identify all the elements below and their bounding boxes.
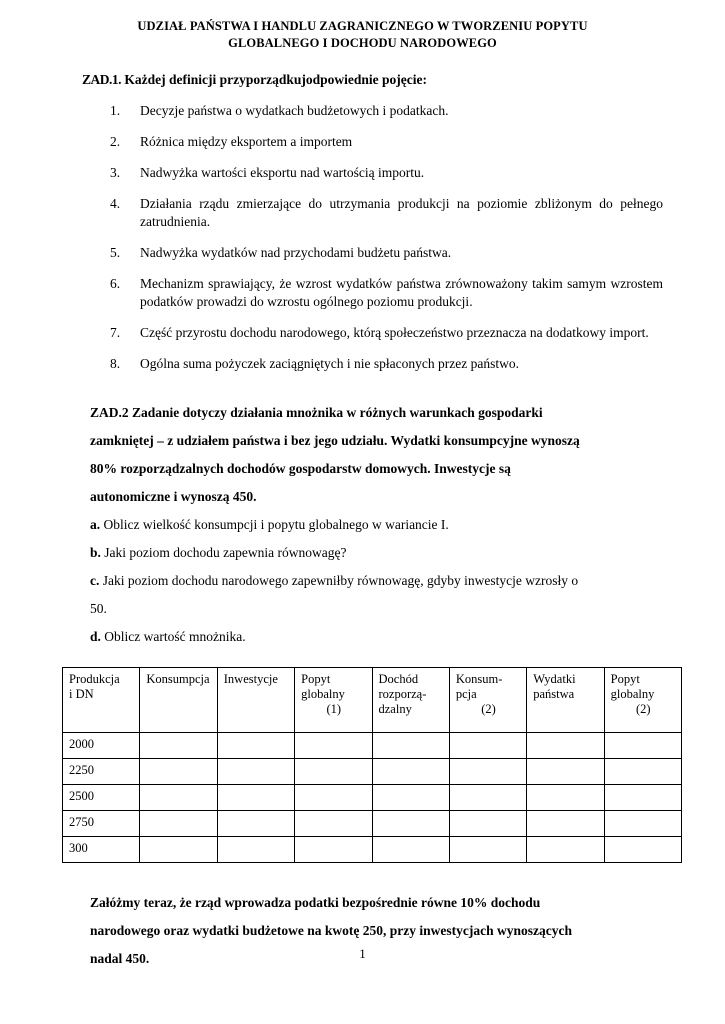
table-cell[interactable] xyxy=(372,837,449,863)
list-item xyxy=(52,275,673,311)
list-item-number: 2. xyxy=(110,134,121,149)
list-item-number: 7. xyxy=(110,325,121,340)
table-row xyxy=(63,733,682,759)
table-cell[interactable] xyxy=(527,811,604,837)
zad2-item-c-label: c. xyxy=(90,573,100,588)
closing-line-1: Załóżmy teraz, że rząd wprowadza podatki bezpośrednie równe 10% dochodu xyxy=(90,895,541,910)
zad2-item-d xyxy=(90,623,651,651)
table-cell[interactable] xyxy=(449,785,526,811)
list-item-text: Działania rządu zmierzające do utrzymania produkcji na poziomie zbliżonym do pełnego zatrudnienia. xyxy=(140,196,663,229)
table-cell[interactable] xyxy=(449,733,526,759)
list-item-number: 1. xyxy=(110,103,121,118)
table-cell[interactable] xyxy=(217,785,294,811)
zad2-head-line-3: 80% rozporządzalnych dochodów gospodarstw domowych. Inwestycje są xyxy=(90,461,511,476)
list-item-number: 5. xyxy=(110,245,121,260)
table-cell: 300 xyxy=(63,837,140,863)
table-header-cell xyxy=(527,668,604,733)
header-line-3: (2) xyxy=(636,702,651,716)
list-item xyxy=(52,164,673,182)
table-row xyxy=(63,759,682,785)
title-line-2: GLOBALNEGO I DOCHODU NARODOWEGO xyxy=(228,36,497,50)
table-cell[interactable] xyxy=(140,837,217,863)
table-cell[interactable] xyxy=(217,759,294,785)
list-item xyxy=(52,244,673,262)
zad2-item-c-continued: 50. xyxy=(90,601,107,616)
table-cell[interactable] xyxy=(604,733,681,759)
table-header-cell xyxy=(449,668,526,733)
table-cell[interactable] xyxy=(295,759,372,785)
title-line-1: UDZIAŁ PAŃSTWA I HANDLU ZAGRANICZNEGO W TWORZENIU POPYTU xyxy=(137,19,588,33)
table-row xyxy=(63,785,682,811)
list-item-text: Ogólna suma pożyczek zaciągniętych i nie spłaconych przez państwo. xyxy=(140,356,519,371)
table-header-cell xyxy=(604,668,681,733)
table-row xyxy=(63,811,682,837)
zad2-item-b-text: Jaki poziom dochodu zapewnia równowagę? xyxy=(100,545,347,560)
closing-line-3: nadal 450. xyxy=(90,951,150,966)
list-item-text: Nadwyżka wydatków nad przychodami budżetu państwa. xyxy=(140,245,452,260)
header-line-2: państwa xyxy=(533,687,575,701)
list-item-text: Nadwyżka wartości eksportu nad wartością importu. xyxy=(140,165,425,180)
table-cell[interactable] xyxy=(449,811,526,837)
zad2-item-a xyxy=(90,511,651,539)
header-line-2: rozporzą- xyxy=(378,687,427,701)
table-cell[interactable] xyxy=(604,785,681,811)
table-cell[interactable] xyxy=(604,811,681,837)
zad2-item-c xyxy=(90,567,651,595)
list-item-number: 8. xyxy=(110,356,121,371)
list-item-text: Decyzje państwa o wydatkach budżetowych i podatkach. xyxy=(140,103,449,118)
zad2-item-b xyxy=(90,539,651,567)
header-line-3: dzalny xyxy=(378,702,412,716)
table-header-cell xyxy=(63,668,140,733)
header-line-2: globalny xyxy=(301,687,345,701)
table-cell[interactable] xyxy=(140,733,217,759)
page-number: 1 xyxy=(359,946,366,961)
table-cell[interactable] xyxy=(449,759,526,785)
table-cell[interactable] xyxy=(527,759,604,785)
table-cell: 2750 xyxy=(63,811,140,837)
list-item-text: Mechanizm sprawiający, że wzrost wydatków państwa zrównoważony takim samym wzrostem podatków prowadzi do wzrostu ogólnego poziomu produkcji. xyxy=(140,276,663,309)
table-cell[interactable] xyxy=(372,733,449,759)
table-cell[interactable] xyxy=(140,811,217,837)
table-cell[interactable] xyxy=(295,811,372,837)
table-header-row xyxy=(63,668,682,733)
table-cell[interactable] xyxy=(295,837,372,863)
table-row xyxy=(63,837,682,863)
zad2-item-a-label: a. xyxy=(90,517,101,532)
header-line-1: Dochód xyxy=(378,672,419,686)
zad2-head-line-4: autonomiczne i wynoszą 450. xyxy=(90,489,257,504)
page-title xyxy=(52,18,673,52)
zad2-item-b-label: b. xyxy=(90,545,101,560)
table-cell[interactable] xyxy=(372,811,449,837)
zad2-section xyxy=(90,399,651,651)
table-cell[interactable] xyxy=(140,759,217,785)
list-item-number: 3. xyxy=(110,165,121,180)
list-item xyxy=(52,324,673,342)
list-item xyxy=(52,102,673,120)
table-header-cell xyxy=(140,668,217,733)
header-line-3: (1) xyxy=(326,702,342,716)
table-cell: 2500 xyxy=(63,785,140,811)
worksheet-table xyxy=(62,667,682,863)
header-line-1: Wydatki xyxy=(533,672,576,686)
header-line-1: Popyt xyxy=(301,672,331,686)
list-item-text: Różnica między eksportem a importem xyxy=(140,134,353,149)
table-cell[interactable] xyxy=(217,837,294,863)
header-line-2: pcja xyxy=(455,687,477,701)
list-item xyxy=(52,195,673,231)
zad2-item-c-text: Jaki poziom dochodu narodowego zapewniłby równowagę, gdyby inwestycje wzrosły o xyxy=(99,573,579,588)
table-cell[interactable] xyxy=(449,837,526,863)
header-line-1: Konsumpcja xyxy=(146,672,210,686)
zad2-item-a-text: Oblicz wielkość konsumpcji i popytu globalnego w wariancie I. xyxy=(100,517,449,532)
header-line-1: Inwestycje xyxy=(223,672,278,686)
table-cell[interactable] xyxy=(217,733,294,759)
header-line-1: Produkcja xyxy=(69,672,120,686)
list-item-number: 6. xyxy=(110,276,121,291)
header-line-2: globalny xyxy=(610,687,655,701)
zad1-label: ZAD.1. xyxy=(82,72,122,87)
table-cell: 2000 xyxy=(63,733,140,759)
table-cell[interactable] xyxy=(527,837,604,863)
list-item-text: Część przyrostu dochodu narodowego, którą społeczeństwo przeznacza na dodatkowy import. xyxy=(140,325,649,340)
table-cell[interactable] xyxy=(604,837,681,863)
header-line-3: (2) xyxy=(481,702,496,716)
zad1-list xyxy=(52,102,673,373)
zad2-item-d-text: Oblicz wartość mnożnika. xyxy=(100,629,246,644)
table-header-cell xyxy=(295,668,372,733)
table-cell[interactable] xyxy=(527,785,604,811)
zad1-heading xyxy=(82,72,673,88)
list-item xyxy=(52,133,673,151)
zad2-head-line-1: ZAD.2 Zadanie dotyczy działania mnożnika w różnych warunkach gospodarki xyxy=(90,405,543,420)
header-line-1: Popyt xyxy=(610,672,640,686)
zad2-item-d-label: d. xyxy=(90,629,101,644)
zad1-heading-text: Każdej definicji przyporządkujodpowiednie pojęcie: xyxy=(124,72,427,87)
table-cell: 2250 xyxy=(63,759,140,785)
table-cell[interactable] xyxy=(295,785,372,811)
table-cell[interactable] xyxy=(217,811,294,837)
table-cell[interactable] xyxy=(372,785,449,811)
table-cell[interactable] xyxy=(295,733,372,759)
table-cell[interactable] xyxy=(527,733,604,759)
table-cell[interactable] xyxy=(372,759,449,785)
table-cell[interactable] xyxy=(604,759,681,785)
header-line-2: i DN xyxy=(69,687,94,701)
list-item xyxy=(52,355,673,373)
header-line-1: Konsum- xyxy=(455,672,503,686)
zad2-head-line-2: zamkniętej – z udziałem państwa i bez jego udziału. Wydatki konsumpcyjne wynoszą xyxy=(90,433,580,448)
table-cell[interactable] xyxy=(140,785,217,811)
list-item-number: 4. xyxy=(110,196,121,211)
table-header-cell xyxy=(217,668,294,733)
table-header-cell xyxy=(372,668,449,733)
closing-line-2: narodowego oraz wydatki budżetowe na kwotę 250, przy inwestycjach wynoszących xyxy=(90,923,572,938)
